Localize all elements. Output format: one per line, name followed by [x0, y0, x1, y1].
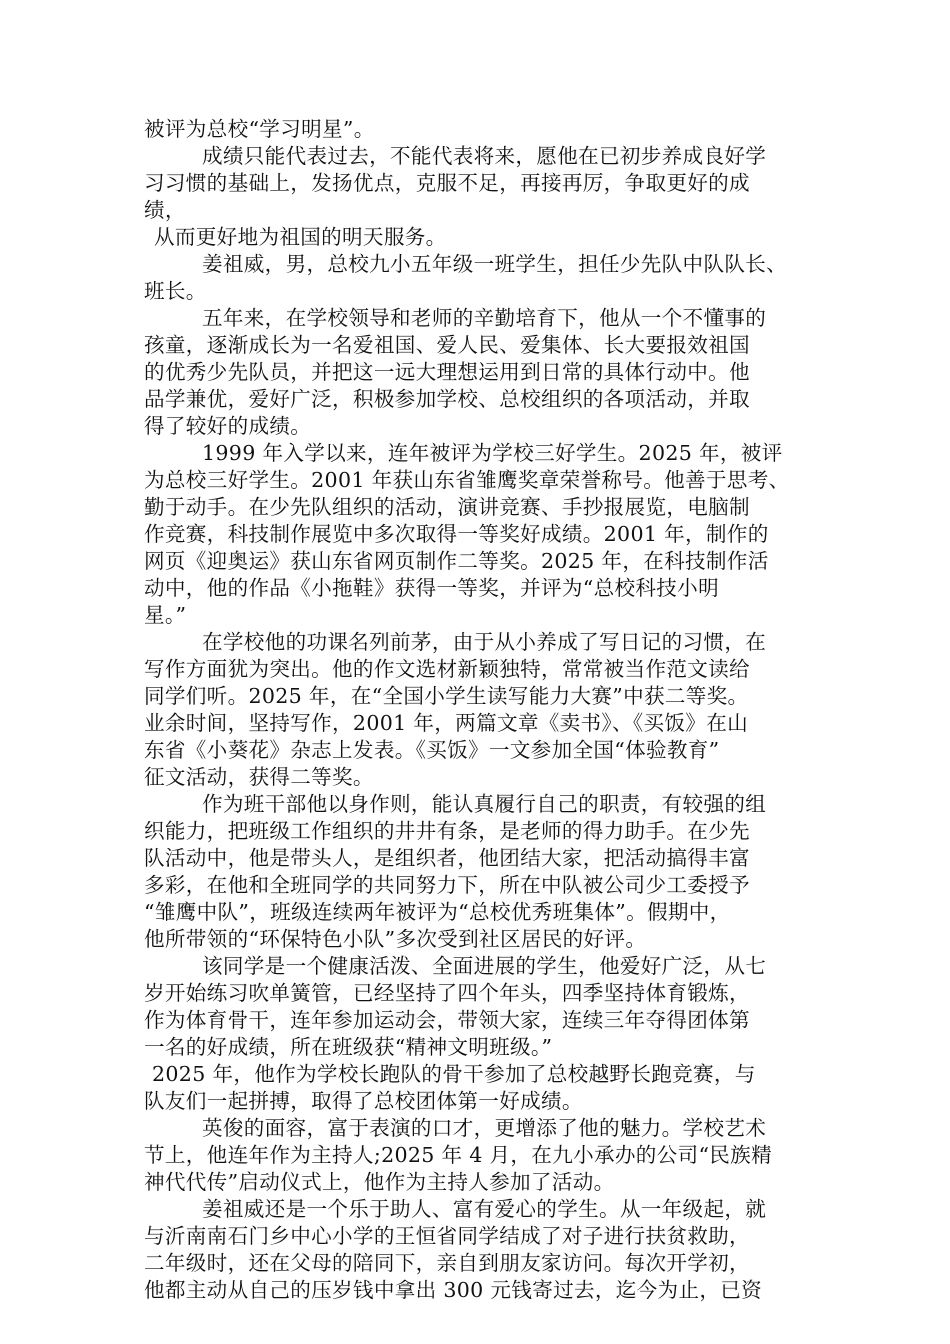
text-line: 的优秀少先队员，并把这一远大理想运用到日常的具体行动中。他	[144, 360, 750, 384]
text-line: 该同学是一个健康活泼、全面进展的学生，他爱好广泛，从七	[202, 954, 767, 978]
text-line: 他所带领的“环保特色小队”多次受到社区居民的好评。	[144, 927, 647, 951]
text-line: 同学们听。2025 年，在“全国小学生读写能力大赛”中获二等奖。	[144, 684, 749, 708]
text-line: 习习惯的基础上，发扬优点，克服不足，再接再厉，争取更好的成	[144, 171, 750, 195]
text-line: 2025 年，他作为学校长跑队的骨干参加了总校越野长跑竞赛，与	[152, 1062, 756, 1086]
text-line: 姜祖威，男，总校九小五年级一班学生，担任少先队中队队长、	[202, 252, 788, 276]
text-line: 成绩只能代表过去，不能代表将来，愿他在已初步养成良好学	[202, 144, 767, 168]
text-line: 班长。	[144, 279, 207, 303]
text-line: 他都主动从自己的压岁钱中拿出 300 元钱寄过去，迄今为止，已资	[144, 1278, 763, 1302]
text-line: 星。”	[144, 603, 187, 627]
text-line: 业余时间，坚持写作，2001 年，两篇文章《卖书》、《买饭》在山	[144, 711, 748, 735]
text-line: 得了较好的成绩。	[144, 414, 312, 438]
text-line: 作为体育骨干，连年参加运动会，带领大家，连续三年夺得团体第	[144, 1008, 750, 1032]
text-line: 勤于动手。在少先队组织的活动，演讲竞赛、手抄报展览，电脑制	[144, 495, 750, 519]
text-line: 一名的好成绩，所在班级获“精神文明班级。”	[144, 1035, 553, 1059]
text-line: 从而更好地为祖国的明天服务。	[154, 225, 447, 249]
text-line: 动中，他的作品《小拖鞋》获得一等奖，并评为“总校科技小明	[144, 576, 719, 600]
text-line: 岁开始练习吹单簧管，已经坚持了四个年头，四季坚持体育锻炼，	[144, 981, 750, 1005]
text-line: 品学兼优，爱好广泛，积极参加学校、总校组织的各项活动，并取	[144, 387, 750, 411]
text-line: 二年级时，还在父母的陪同下，亲自到朋友家访问。每次开学初，	[144, 1251, 750, 1275]
text-line: 在学校他的功课名列前茅，由于从小养成了写日记的习惯，在	[202, 630, 767, 654]
text-line: 姜祖威还是一个乐于助人、富有爱心的学生。从一年级起，就	[202, 1197, 767, 1221]
text-line: 队活动中，他是带头人，是组织者，他团结大家，把活动搞得丰富	[144, 846, 750, 870]
text-line: 多彩，在他和全班同学的共同努力下，所在中队被公司少工委授予	[144, 873, 750, 897]
text-line: 孩童，逐渐成长为一名爱祖国、爱人民、爱集体、长大要报效祖国	[144, 333, 750, 357]
text-line: “雏鹰中队”，班级连续两年被评为“总校优秀班集体”。假期中，	[144, 900, 731, 924]
text-line: 与沂南南石门乡中心小学的王恒省同学结成了对子进行扶贫救助，	[144, 1224, 750, 1248]
text-line: 征文活动，获得二等奖。	[144, 765, 374, 789]
text-line: 神代代传”启动仪式上，他作为主持人参加了活动。	[144, 1170, 615, 1194]
text-line: 五年来，在学校领导和老师的辛勤培育下，他从一个不懂事的	[202, 306, 767, 330]
text-line: 作竞赛，科技制作展览中多次取得一等奖好成绩。2001 年，制作的	[144, 522, 769, 546]
text-line: 作为班干部他以身作则，能认真履行自己的职责，有较强的组	[202, 792, 767, 816]
text-line: 被评为总校“学习明星”。	[144, 117, 375, 141]
text-line: 织能力，把班级工作组织的井井有条，是老师的得力助手。在少先	[144, 819, 750, 843]
text-line: 队友们一起拼搏，取得了总校团体第一好成绩。	[144, 1089, 583, 1113]
document-body	[144, 116, 808, 1304]
text-line: 写作方面犹为突出。他的作文选材新颖独特，常常被当作范文读给	[144, 657, 750, 681]
text-line: 东省《小葵花》杂志上发表。《买饭》一文参加全国“体验教育”	[144, 738, 720, 762]
text-line: 节上，他连年作为主持人;2025 年 4 月，在九小承办的公司“民族精	[144, 1143, 772, 1167]
text-line: 为总校三好学生。2001 年获山东省雏鹰奖章荣誉称号。他善于思考、	[144, 468, 790, 492]
text-line: 英俊的面容，富于表演的口才，更增添了他的魅力。学校艺术	[202, 1116, 767, 1140]
text-line: 网页《迎奥运》获山东省网页制作二等奖。2025 年，在科技制作活	[144, 549, 769, 573]
text-line: 1999 年入学以来，连年被评为学校三好学生。2025 年，被评	[202, 441, 783, 465]
text-line: 绩，	[144, 198, 186, 222]
